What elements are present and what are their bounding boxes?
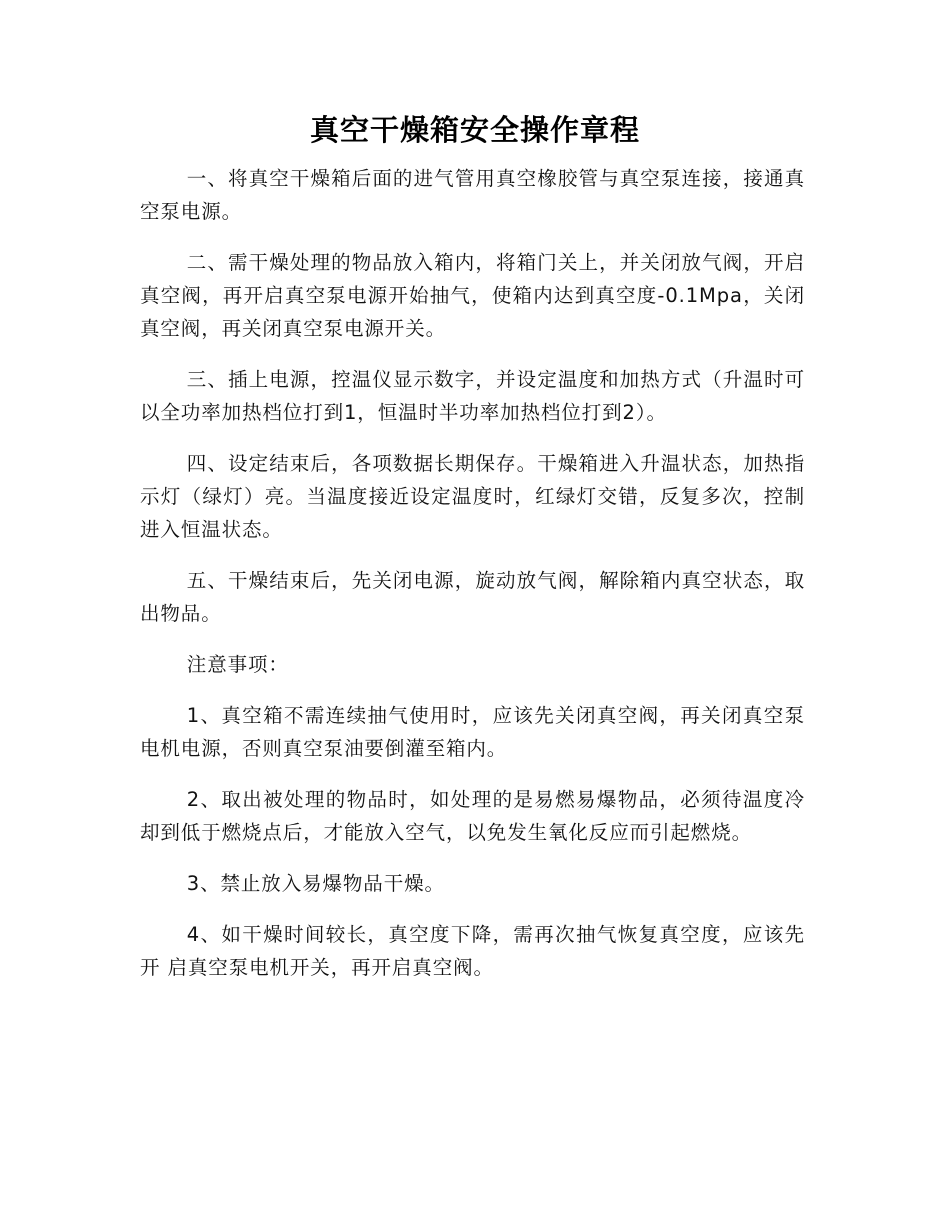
document-body (140, 162, 805, 984)
notes-heading: 注意事项： (186, 653, 289, 676)
step-4-paragraph: 四、设定结束后，各项数据长期保存。干燥箱进入升温状态，加热指示灯（绿灯）亮。当温度接近设定温度时，红绿灯交错，反复多次，控制进入恒温状态。 (140, 452, 805, 541)
step-2-paragraph: 二、需干燥处理的物品放入箱内，将箱门关上，并关闭放气阀，开启真空阀，再开启真空泵电源开始抽气，使箱内达到真空度-0.1Mpa，关闭真空阀，再关闭真空泵电源开关。 (140, 251, 805, 340)
note-1-paragraph: 1、真空箱不需连续抽气使用时，应该先关闭真空阀，再关闭真空泵电机电源，否则真空泵油要倒灌至箱内。 (140, 704, 805, 760)
step-5-paragraph: 五、干燥结束后，先关闭电源，旋动放气阀，解除箱内真空状态，取出物品。 (140, 569, 805, 625)
step-3-paragraph: 三、插上电源，控温仪显示数字，并设定温度和加热方式（升温时可以全功率加热档位打到1，恒温时半功率加热档位打到2）。 (140, 368, 805, 424)
step-1-paragraph: 一、将真空干燥箱后面的进气管用真空橡胶管与真空泵连接，接通真空泵电源。 (140, 167, 805, 223)
note-2-paragraph: 2、取出被处理的物品时，如处理的是易燃易爆物品，必须待温度冷却到低于燃烧点后，才能放入空气，以免发生氧化反应而引起燃烧。 (140, 788, 805, 844)
document-title: 真空干燥箱安全操作章程 (309, 113, 640, 147)
note-3-paragraph: 3、禁止放入易爆物品干燥。 (186, 872, 445, 895)
note-4-paragraph: 4、如干燥时间较长，真空度下降，需再次抽气恢复真空度，应该先开 启真空泵电机开关，再开启真空阀。 (140, 923, 805, 979)
